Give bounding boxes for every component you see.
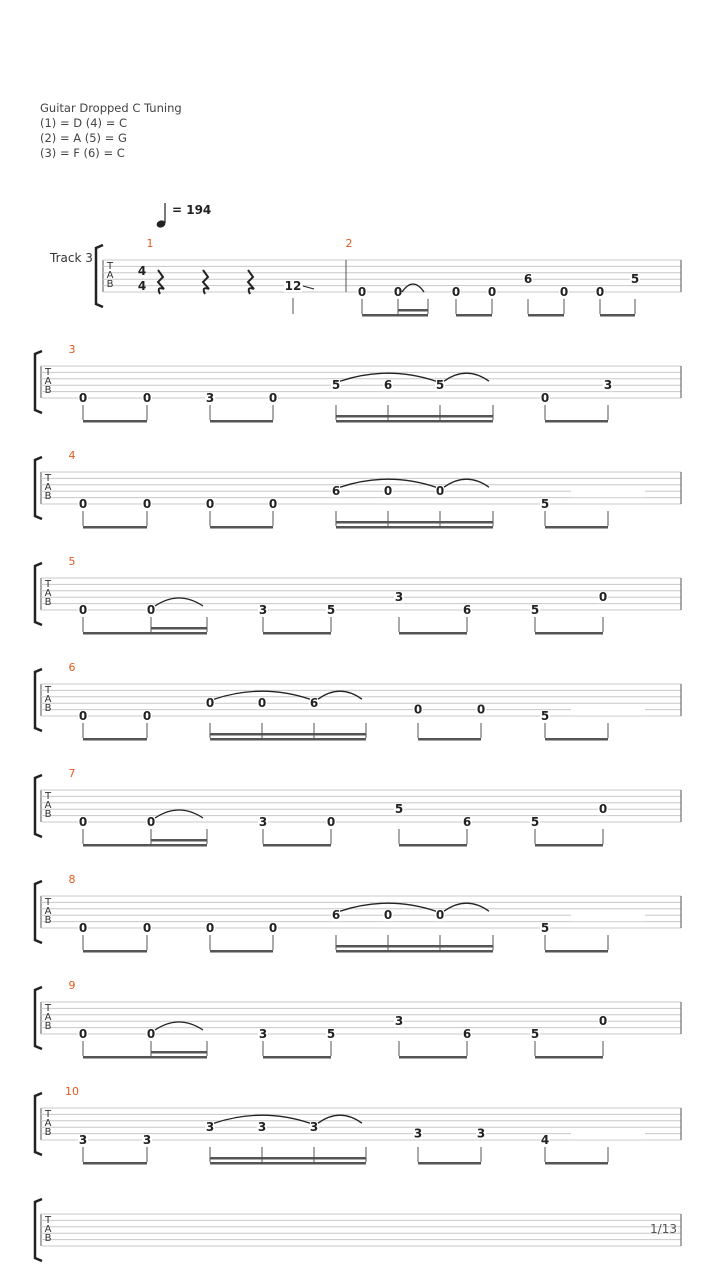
- beam: [83, 738, 147, 741]
- beam: [151, 844, 207, 847]
- fret-number: 3: [476, 1126, 486, 1141]
- fret-number: 3: [309, 1120, 319, 1135]
- fret-number: 3: [413, 1126, 423, 1141]
- measure-number: 2: [345, 237, 353, 250]
- beam: [336, 420, 493, 423]
- fret-number: 0: [268, 497, 278, 511]
- fret-number: 0: [595, 285, 605, 299]
- beam: [545, 950, 608, 953]
- fret-number: 3: [205, 391, 215, 405]
- fret-number: 5: [326, 603, 336, 617]
- fret-number: 0: [476, 702, 486, 717]
- beam: [456, 314, 492, 317]
- tuning-line: (1) = D (4) = C: [40, 116, 128, 130]
- beam: [151, 632, 207, 635]
- fret-number: 0: [413, 702, 423, 717]
- instrument-title: Guitar Dropped C Tuning: [40, 101, 182, 115]
- fret-number: 6: [462, 603, 472, 617]
- fret-number: 6: [462, 1027, 472, 1041]
- beam: [210, 738, 366, 741]
- beam: [210, 1157, 366, 1160]
- beam: [399, 844, 467, 847]
- tie-arc: [444, 373, 489, 381]
- tie-arc: [318, 1115, 362, 1123]
- measure-number: 4: [68, 449, 76, 462]
- measure-number: 5: [68, 555, 76, 568]
- fret-number: 0: [142, 921, 152, 935]
- fret-number: 3: [205, 1120, 215, 1135]
- fret-number: 3: [603, 378, 613, 393]
- tab-clef-letter: B: [44, 1233, 52, 1244]
- beam: [545, 1162, 608, 1165]
- tie-arc: [155, 598, 203, 606]
- beam: [151, 1051, 207, 1054]
- tie-arc: [444, 479, 489, 487]
- beam: [398, 309, 428, 312]
- tuning-line: (3) = F (6) = C: [40, 146, 125, 160]
- fret-number: 0: [78, 391, 88, 405]
- time-signature-top: 4: [137, 264, 147, 278]
- fret-number: 3: [258, 1027, 268, 1041]
- tab-clef-letter: B: [44, 597, 52, 608]
- fret-number: 0: [383, 908, 393, 923]
- tab-clef-letter: A: [44, 800, 52, 811]
- beam: [535, 632, 603, 635]
- beam: [263, 1056, 331, 1059]
- fret-number: 3: [142, 1133, 152, 1147]
- beam: [83, 950, 147, 953]
- time-signature-bottom: 4: [137, 279, 147, 293]
- fret-number: 5: [435, 378, 445, 393]
- fret-number: 6: [462, 815, 472, 829]
- measure-number: 7: [68, 767, 76, 780]
- beam: [336, 526, 493, 529]
- fret-number: 0: [257, 696, 267, 711]
- tab-clef-letter: T: [44, 897, 52, 908]
- fret-number: 0: [78, 497, 88, 511]
- fret-number: 0: [142, 709, 152, 723]
- fret-number: 0: [540, 391, 550, 405]
- fret-number: 5: [530, 815, 540, 829]
- beam: [336, 945, 493, 948]
- fret-number: 0: [146, 1027, 156, 1041]
- system-bracket: [96, 245, 103, 307]
- beam: [399, 632, 467, 635]
- beam: [535, 1056, 603, 1059]
- tie-arc: [318, 691, 362, 699]
- measure-number: 3: [68, 343, 76, 356]
- beam: [263, 844, 331, 847]
- beam: [83, 1162, 147, 1165]
- beam: [545, 526, 608, 529]
- beam: [418, 1162, 481, 1165]
- beam: [336, 415, 493, 418]
- tab-clef-letter: T: [44, 473, 52, 484]
- beam: [263, 632, 331, 635]
- fret-number: 0: [205, 921, 215, 935]
- beam: [83, 526, 147, 529]
- beam: [83, 420, 147, 423]
- beam: [151, 839, 207, 842]
- quarter-rest: [158, 270, 164, 294]
- beam: [151, 1056, 207, 1059]
- fret-number: 0: [326, 815, 336, 829]
- beam: [151, 627, 207, 630]
- fret-number: 0: [78, 709, 88, 723]
- beam: [210, 950, 273, 953]
- beam: [362, 314, 398, 317]
- fret-number: 5: [540, 497, 550, 511]
- tab-clef-letter: B: [44, 1127, 52, 1138]
- fret-number: 0: [205, 696, 215, 711]
- slide-mark: [303, 286, 314, 289]
- track-label: Track 3: [50, 251, 93, 265]
- fret-number: 0: [435, 908, 445, 923]
- fret-number: 0: [383, 484, 393, 499]
- tab-clef-letter: T: [44, 367, 52, 378]
- fret-number: 3: [394, 1014, 404, 1029]
- beam: [545, 420, 608, 423]
- beam: [210, 420, 273, 423]
- fret-number: 0: [142, 391, 152, 405]
- measure-number: 9: [68, 979, 76, 992]
- fret-number: 0: [142, 497, 152, 511]
- beam: [336, 950, 493, 953]
- fret-number: 5: [530, 603, 540, 617]
- fret-number: 0: [146, 815, 156, 829]
- fret-number: 6: [331, 908, 341, 923]
- fret-number: 0: [357, 285, 367, 299]
- tempo-marking: = 194: [172, 203, 212, 217]
- fret-number: 5: [540, 921, 550, 935]
- fret-number: 4: [540, 1133, 550, 1147]
- fret-number: 3: [257, 1120, 267, 1135]
- tab-clef-letter: B: [106, 279, 114, 290]
- tuning-line: (2) = A (5) = G: [40, 131, 127, 145]
- fret-number: 0: [268, 921, 278, 935]
- fret-number: 0: [78, 603, 88, 617]
- measure-number: 6: [68, 661, 76, 674]
- tab-clef-letter: A: [44, 1224, 52, 1235]
- measure-number: 8: [68, 873, 76, 886]
- tab-clef-letter: B: [44, 491, 52, 502]
- tab-clef-letter: A: [44, 482, 52, 493]
- fret-number: 0: [559, 285, 569, 299]
- beam: [210, 526, 273, 529]
- fret-number: 0: [598, 590, 608, 605]
- beam: [210, 1162, 366, 1165]
- fret-number: 0: [598, 1014, 608, 1029]
- fret-number: 5: [326, 1027, 336, 1041]
- fret-number: 6: [309, 696, 319, 711]
- fret-number: 5: [540, 709, 550, 723]
- fret-number: 3: [78, 1133, 88, 1147]
- measure-number: 10: [65, 1085, 79, 1098]
- beam: [399, 1056, 467, 1059]
- page-number: 1/13: [650, 1222, 677, 1236]
- fret-mask: [571, 705, 645, 716]
- beam: [418, 738, 481, 741]
- beam: [83, 844, 151, 847]
- tab-clef-letter: B: [44, 809, 52, 820]
- fret-number: 0: [393, 285, 403, 299]
- fret-number: 0: [78, 1027, 88, 1041]
- beam: [535, 844, 603, 847]
- tab-clef-letter: B: [44, 703, 52, 714]
- tab-clef-letter: T: [44, 1215, 52, 1226]
- tie-arc: [155, 810, 203, 818]
- fret-number: 6: [383, 378, 393, 393]
- tab-clef-letter: A: [44, 1118, 52, 1129]
- fret-number: 0: [268, 391, 278, 405]
- tab-clef-letter: B: [44, 1021, 52, 1032]
- fret-number: 0: [146, 603, 156, 617]
- fret-mask: [571, 486, 645, 497]
- tab-clef-letter: B: [44, 915, 52, 926]
- beam: [528, 314, 564, 317]
- fret-number: 5: [530, 1027, 540, 1041]
- fret-number: 3: [258, 603, 268, 617]
- fret-number: 5: [394, 802, 404, 817]
- fret-mask: [571, 1129, 645, 1140]
- fret-number: 0: [205, 497, 215, 511]
- fret-number: 0: [78, 815, 88, 829]
- beam: [210, 733, 366, 736]
- fret-number: 5: [331, 378, 341, 393]
- beam: [83, 632, 151, 635]
- tab-clef-letter: T: [106, 261, 114, 272]
- quarter-rest: [203, 270, 209, 294]
- tab-clef-letter: A: [44, 376, 52, 387]
- beam: [545, 738, 608, 741]
- fret-number: 0: [451, 285, 461, 299]
- fret-number: 0: [78, 921, 88, 935]
- tab-clef-letter: T: [44, 1109, 52, 1120]
- fret-number: 6: [523, 272, 533, 286]
- fret-number: 0: [598, 802, 608, 817]
- fret-number: 5: [630, 272, 640, 286]
- beam: [83, 1056, 151, 1059]
- tie-arc: [444, 903, 489, 911]
- tab-clef-letter: A: [44, 906, 52, 917]
- quarter-rest: [248, 270, 254, 294]
- tab-clef-letter: T: [44, 579, 52, 590]
- tie-arc: [155, 1022, 203, 1030]
- tab-clef-letter: T: [44, 791, 52, 802]
- fret-number: 3: [258, 815, 268, 829]
- tab-clef-letter: B: [44, 385, 52, 396]
- tab-clef-letter: A: [44, 1012, 52, 1023]
- tab-clef-letter: T: [44, 1003, 52, 1014]
- tab-clef-letter: A: [44, 694, 52, 705]
- measure-number: 1: [146, 237, 154, 250]
- fret-number: 3: [394, 590, 404, 605]
- tab-clef-letter: T: [44, 685, 52, 696]
- fret-number: 6: [331, 484, 341, 499]
- tab-clef-letter: A: [106, 270, 114, 281]
- beam: [398, 314, 428, 317]
- beam: [600, 314, 635, 317]
- beam: [336, 521, 493, 524]
- tab-clef-letter: A: [44, 588, 52, 599]
- fret-number: 12: [284, 279, 302, 293]
- fret-number: 0: [487, 285, 497, 299]
- fret-mask: [571, 910, 645, 921]
- fret-number: 0: [435, 484, 445, 499]
